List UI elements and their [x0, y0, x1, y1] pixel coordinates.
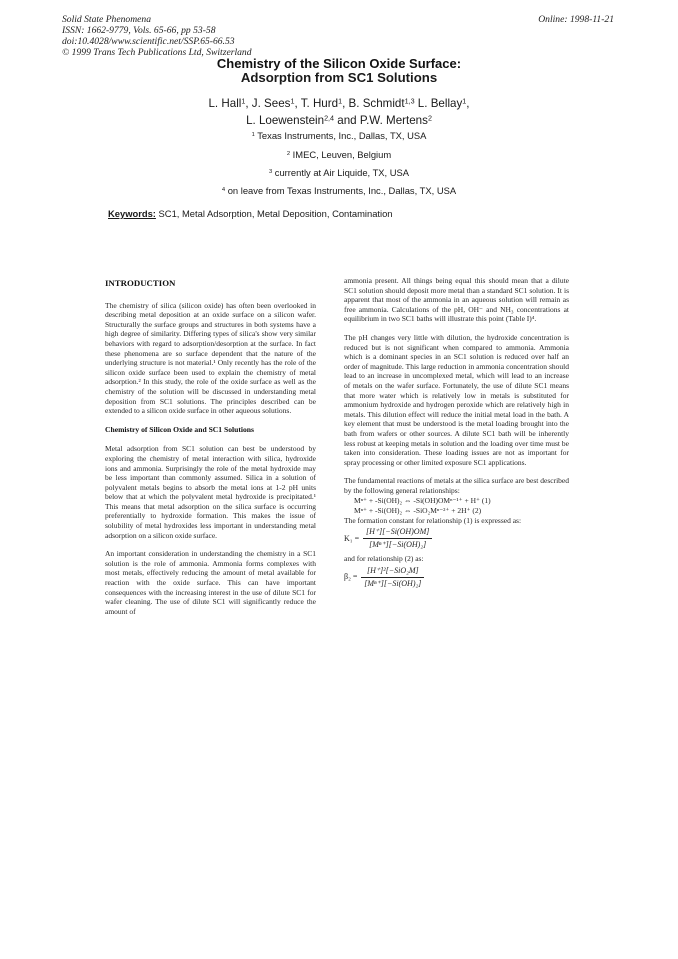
intro-paragraph-1: The chemistry of silica (silicon oxide) has often been overlooked in describing metal deposition at an oxide surface on a silicon wafer. Structurally the surface groups and structures in both systems have a high degree of similarity. Differing types of silica's show very similar behaviors with regard to adsorption/desorption at the surface. In fact these phenomena are so surface dependent that the nature of the underlying structure is not material.¹ Only recently has the role of the silicon oxide surface been used to explain the chemistry of metal adsorption.² In this study, the role of the oxide surface as well as the chemistry of the solution will be discussed in understanding metal deposition from SC1 solutions. The principles described can be extended to a silicon oxide surface in other aqueous solutions. [105, 300, 316, 416]
title-line-clipped: Chemistry of the Silicon Oxide Surface: [216, 56, 462, 71]
beta2-denominator: [Mⁿ⁺][−Si(OH)₂] [364, 578, 422, 588]
paragraph-relationship-2: and for relationship (2) as: [344, 554, 424, 564]
paper-title: Adsorption from SC1 Solutions [240, 70, 438, 85]
journal-header [62, 14, 252, 58]
equation-1: Mⁿ⁺ + -Si(OH)₂ ⇔ -Si(OH)OMⁿ⁻¹⁺ + H⁺ (1) [354, 496, 491, 506]
affiliation-4: $^4$ on leave from Texas Instruments, Inc., Dallas, TX, USA [221, 185, 457, 196]
formula-beta2 [344, 566, 569, 588]
keywords-text: SC1, Metal Adsorption, Metal Deposition, Contamination [158, 208, 393, 219]
paragraph-ph-changes: The pH changes very little with dilution, the hydroxide concentration is reduced but is not significant when compared to ammonia. Ammonia which is a dominant species in an SC1 solution is reduced over half an order of magnitude. This large reduction in ammonia concentration should lead to an increase in uncomplexed metal, which will lead to an increase of metals on the wafer surface. Fortunately, the use of dilute SC1 means that more water which is relatively low in metals is substituted for ammonium hydroxide and hydrogen peroxide which are relatively high in metals. This dilution effect will reduce the initial metal load in the bath. A key element that must be understood is the metal loading brought into the bath from wafers or other sources. A dilute SC1 bath will be inherently less robust at keeping metals in solution and the loading over time must be taken into consideration. These loading issues are not as important for spray processing or other limited exposure SC1 applications. [344, 332, 569, 467]
journal-name: Solid State Phenomena [62, 14, 151, 25]
paragraph-formation-constant: The formation constant for relationship (1) is expressed as: [344, 515, 522, 525]
affiliation-3: $^3$ currently at Air Liquide, TX, USA [268, 167, 410, 178]
paragraph-dilute-sc1: ammonia present. All things being equal this should mean that a dilute SC1 solution should deposit more metal than a standard SC1 solution. It is apparent that most of the ammonia in an aqueous solution will remain as free ammonia. Calculations of the pH, OH⁻ and NH₃ concentrations at equilibrium in two SC1 baths will illustrate this point (Table I)⁴. [344, 276, 569, 324]
affiliation-2: $^2$ IMEC, Leuven, Belgium [286, 149, 392, 160]
beta2-fraction [361, 566, 424, 588]
k1-numerator: [H⁺][−Si(OH)OM] [363, 527, 432, 539]
affiliation-1: $^1$ Texas Instruments, Inc., Dallas, TX, USA [251, 130, 427, 141]
k1-lhs: K₁ = [344, 533, 360, 543]
issn-line: ISSN: 1662-9779, Vols. 65-66, pp 53-58 [62, 25, 216, 36]
equation-2: Mⁿ⁺ + -Si(OH)₂ ⇔ -SiO₂Mⁿ⁻²⁺ + 2H⁺ (2) [354, 506, 482, 516]
author-list [0, 95, 678, 129]
keywords [108, 208, 393, 219]
section-heading-introduction: INTRODUCTION [105, 278, 176, 288]
author-line-2: L. Loewenstein$^{2,4}$ and P.W. Mertens$^2$ [246, 113, 432, 127]
formula-k1 [344, 527, 569, 549]
online-date: Online: 1998-11-21 [538, 14, 614, 25]
doi-link[interactable]: doi:10.4028/www.scientific.net/SSP.65-66.53 [62, 36, 235, 47]
beta2-numerator: [H⁺]²[−SiO₂M] [361, 566, 424, 578]
beta2-lhs: β₂ = [344, 572, 358, 582]
subsection-heading: Chemistry of Silicon Oxide and SC1 Solutions [105, 424, 254, 434]
left-column [105, 279, 316, 625]
k1-fraction [363, 527, 432, 549]
paragraph-metal-adsorption: Metal adsorption from SC1 solution can best be understood by exploring the chemistry of metal interaction with silica, hydroxide ions and ammonia. Surprisingly the role of the metal hydroxide may be less important than commonly assumed. Silica in a solution of polyvalent metals begins to absorb the metal ions at 1-2 pH units below that at which the polyvalent metal hydroxide is precipitated.¹ This means that metal adsorption on the silica surface is occurring preferentially to hydroxide formation. This makes the issue of solubility of metal hydroxides less important in understanding metal adsorption on a silicon oxide surface. [105, 444, 316, 540]
k1-denominator: [Mⁿ⁺][−Si(OH)₂] [369, 539, 427, 549]
author-line-1: L. Hall$^1$, J. Sees$^1$, T. Hurd$^1$, B. Schmidt$^{1,3}$ L. Bellay$^1$, [208, 96, 470, 110]
right-column [344, 276, 569, 593]
keywords-label: Keywords: [108, 208, 156, 219]
paragraph-ammonia: An important consideration in understanding the chemistry in a SC1 solution is the role of ammonia. Ammonia forms complexes with most metals, effectively reducing the amount of metal available for reaction with the oxide surface. This can have important consequences with the increasing interest in the use of dilute SC1 for wafer cleaning. The use of dilute SC1 will significantly reduce the amount of [105, 549, 316, 616]
copyright-line: © 1999 Trans Tech Publications Ltd, Switzerland [62, 47, 252, 58]
paragraph-fundamental-reactions: The fundamental reactions of metals at the silica surface are best described by the following general relationships: [344, 476, 569, 495]
